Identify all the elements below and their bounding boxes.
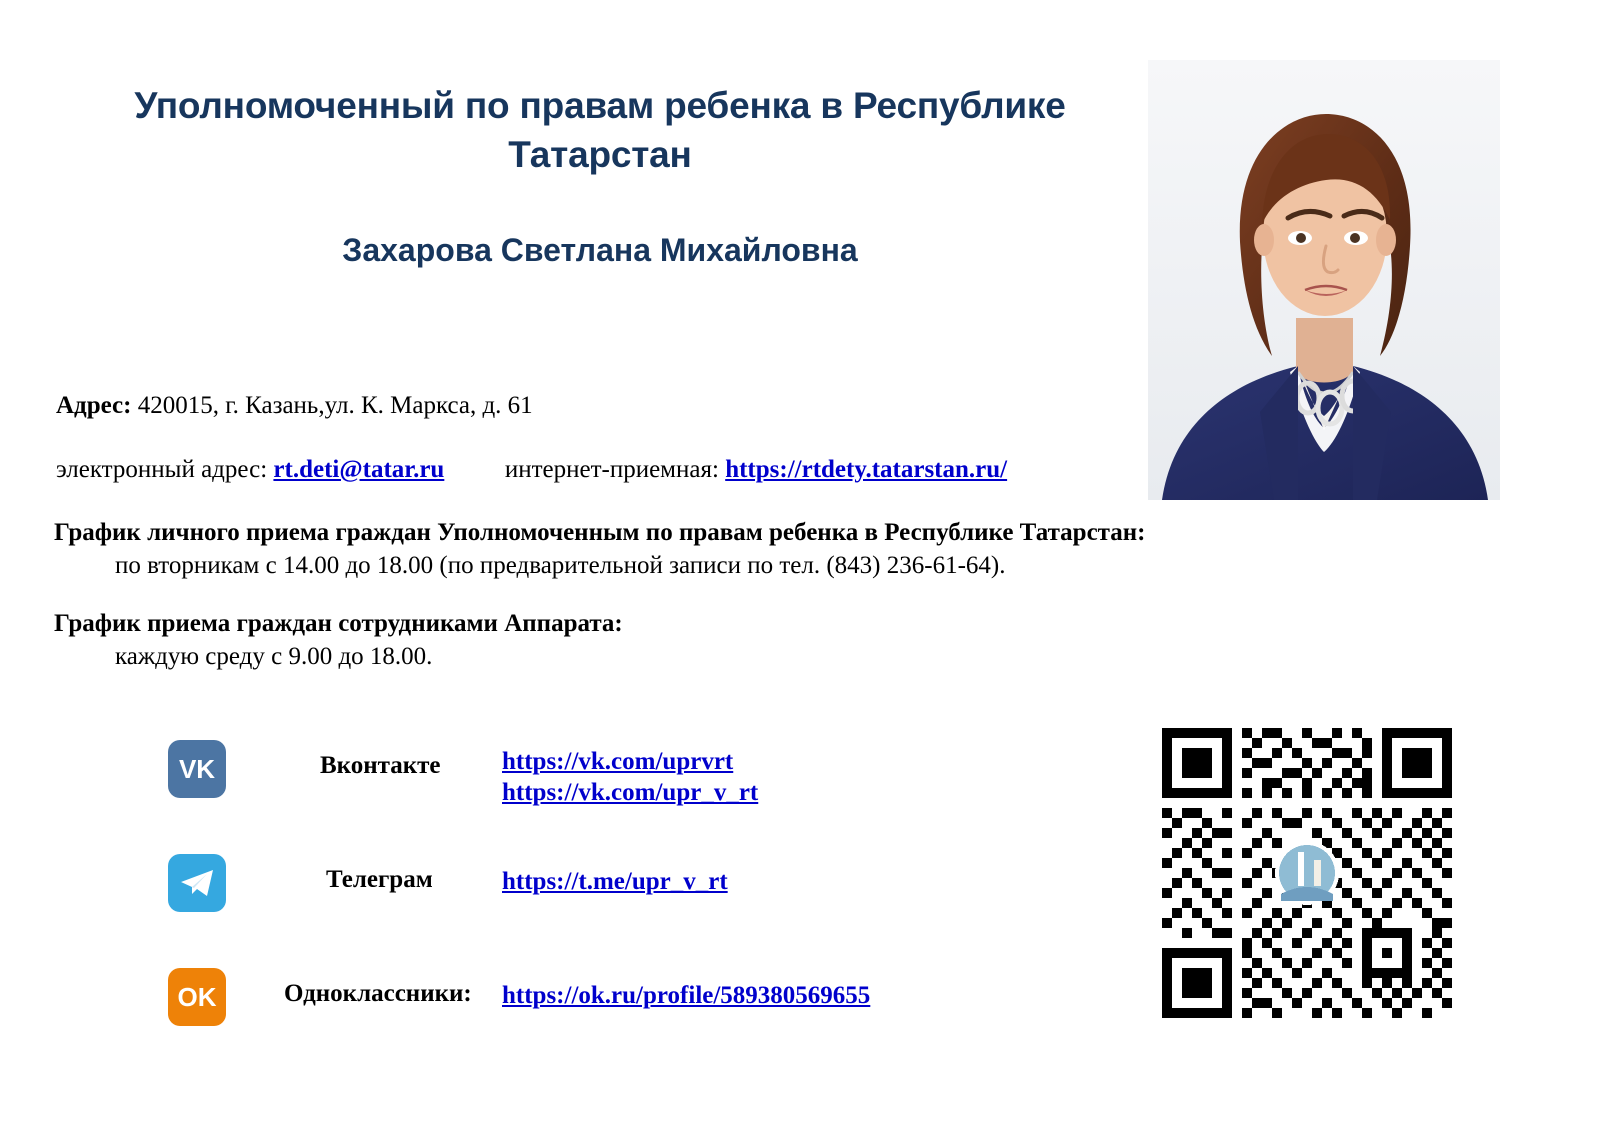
staff-reception-heading: График приема граждан сотрудниками Аппарата: [54, 610, 623, 637]
vk-link-1[interactable]: https://vk.com/uprvrt [502, 748, 734, 775]
page-title: Уполномоченный по правам ребенка в Республике Татарстан [134, 85, 1066, 175]
social-links-vk [502, 746, 758, 809]
address-label: Адрес: [56, 392, 132, 419]
social-label-vk: Вконтакте [320, 752, 441, 779]
vk-link-2[interactable]: https://vk.com/upr_v_rt [502, 779, 759, 807]
person-name: Захарова Светлана Михайловна [342, 231, 858, 268]
portrait-photo [1148, 60, 1500, 500]
social-label-telegram: Телеграм [326, 866, 433, 893]
qr-code [1162, 728, 1452, 1018]
social-row-vk [168, 740, 1028, 807]
email-line [56, 456, 1007, 484]
address-line [56, 392, 533, 420]
social-label-odnoklassniki: Одноклассники: [284, 980, 472, 1007]
telegram-icon[interactable] [168, 854, 226, 912]
personal-reception-body: по вторникам с 14.00 до 18.00 (по предварительной записи по тел. (843) 236-61-64). [115, 552, 1006, 579]
social-links-telegram [502, 866, 728, 897]
vk-icon[interactable]: VK [168, 740, 226, 798]
email-link[interactable]: rt.deti@tatar.ru [273, 456, 445, 483]
header-block [80, 82, 1120, 269]
address-value: 420015, г. Казань,ул. К. Маркса, д. 61 [137, 392, 533, 419]
social-row-telegram [168, 854, 1028, 912]
telegram-link-1[interactable]: https://t.me/upr_v_rt [502, 868, 728, 895]
social-links-odnoklassniki [502, 980, 870, 1011]
odnoklassniki-icon[interactable]: OK [168, 968, 226, 1026]
reception-label: интернет-приемная: [504, 456, 719, 483]
email-label: электронный адрес: [56, 456, 268, 483]
reception-link[interactable]: https://rtdety.tatarstan.ru/ [725, 456, 1008, 483]
social-links-block [168, 740, 1028, 1082]
staff-reception-body: каждую среду с 9.00 до 18.00. [115, 643, 433, 670]
personal-reception-heading: График личного приема граждан Уполномоченным по правам ребенка в Республике Татарстан: [54, 519, 1146, 546]
odnoklassniki-link-1[interactable]: https://ok.ru/profile/589380569655 [502, 982, 871, 1009]
social-row-odnoklassniki [168, 968, 1028, 1026]
